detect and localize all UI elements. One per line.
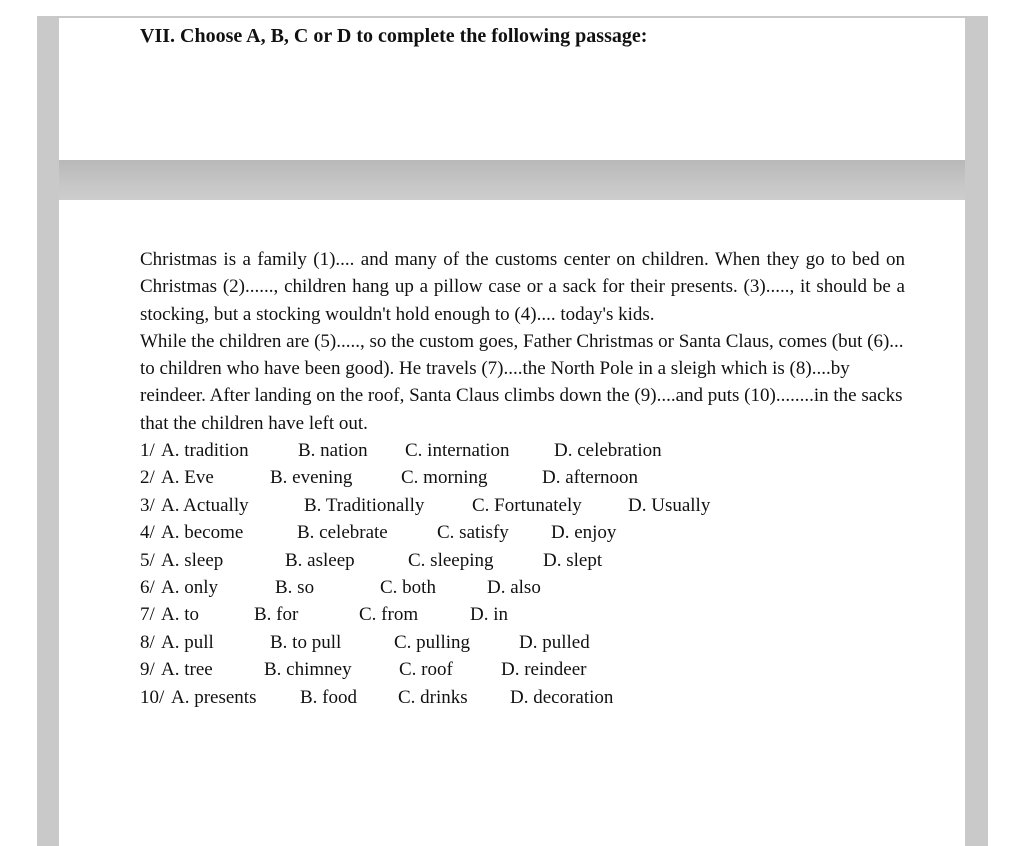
option-a: A. tradition bbox=[161, 440, 249, 461]
option-c: C. Fortunately bbox=[472, 494, 582, 516]
option-b: B. for bbox=[254, 604, 299, 626]
option-d: D. reindeer bbox=[501, 659, 587, 681]
question-number: 5/ bbox=[140, 549, 155, 571]
option-b: B. nation bbox=[298, 440, 368, 461]
question-number: 6/ bbox=[140, 576, 155, 598]
option-a: A. become bbox=[161, 522, 244, 544]
option-a: A. pull bbox=[161, 631, 214, 653]
passage-paragraph-2: While the children are (5)....., so the custom goes, Father Christmas or Santa Claus, comes (but (6)... to children who have been good). He travels (7)....the North Pole in a sleigh which is (8)....by reindeer. After landing on the roof, Santa Claus climbs down the (9)....and puts (10)........in the sacks that the children have left out. bbox=[140, 330, 904, 434]
passage bbox=[140, 246, 905, 437]
option-c: C. morning bbox=[401, 467, 488, 489]
option-c: C. satisfy bbox=[437, 522, 509, 544]
question-number: 3/ bbox=[140, 494, 155, 516]
question-number: 1/ bbox=[140, 440, 155, 461]
option-b: B. so bbox=[275, 576, 315, 598]
option-b: B. food bbox=[300, 686, 357, 708]
option-c: C. both bbox=[380, 576, 436, 598]
option-c: C. pulling bbox=[394, 631, 471, 653]
option-d: D. pulled bbox=[519, 631, 590, 653]
option-b: B. Traditionally bbox=[304, 494, 425, 516]
page-gap bbox=[59, 160, 965, 200]
option-b: B. evening bbox=[270, 467, 353, 489]
option-a: A. presents bbox=[171, 686, 257, 708]
option-c: C. sleeping bbox=[408, 549, 494, 571]
option-c: C. from bbox=[359, 604, 419, 626]
option-d: D. Usually bbox=[628, 494, 711, 516]
option-b: B. chimney bbox=[264, 659, 352, 681]
question-number: 7/ bbox=[140, 604, 155, 626]
option-b: B. celebrate bbox=[297, 522, 388, 544]
option-a: A. to bbox=[161, 604, 199, 626]
passage-paragraph-1: Christmas is a family (1).... and many of the customs center on children. When they go to bed on Christmas (2)......, children hang up a pillow case or a sack for their presents. (3)....., it should be a stocking, but a stocking wouldn't hold enough to (4).... today's kids. bbox=[140, 249, 905, 325]
option-c: C. internation bbox=[405, 440, 510, 461]
question-number: 8/ bbox=[140, 631, 155, 653]
option-a: A. only bbox=[161, 576, 218, 598]
option-d: D. also bbox=[487, 576, 541, 598]
option-d: D. in bbox=[470, 604, 508, 626]
option-d: D. decoration bbox=[510, 686, 614, 708]
option-a: A. sleep bbox=[161, 549, 224, 571]
option-d: D. afternoon bbox=[542, 467, 639, 489]
option-d: D. slept bbox=[543, 549, 603, 571]
option-b: B. asleep bbox=[285, 549, 355, 571]
option-a: A. tree bbox=[161, 659, 213, 681]
exercise-heading: VII. Choose A, B, C or D to complete the following passage: bbox=[140, 25, 648, 47]
option-d: D. celebration bbox=[554, 440, 662, 461]
question-number: 4/ bbox=[140, 522, 155, 544]
option-b: B. to pull bbox=[270, 631, 342, 653]
option-c: C. drinks bbox=[398, 686, 468, 708]
question-number: 2/ bbox=[140, 467, 155, 489]
option-a: A. Actually bbox=[161, 494, 249, 516]
question-number: 10/ bbox=[140, 686, 165, 708]
question-number: 9/ bbox=[140, 659, 155, 681]
option-d: D. enjoy bbox=[551, 522, 617, 544]
option-c: C. roof bbox=[399, 659, 453, 681]
option-a: A. Eve bbox=[161, 467, 214, 489]
